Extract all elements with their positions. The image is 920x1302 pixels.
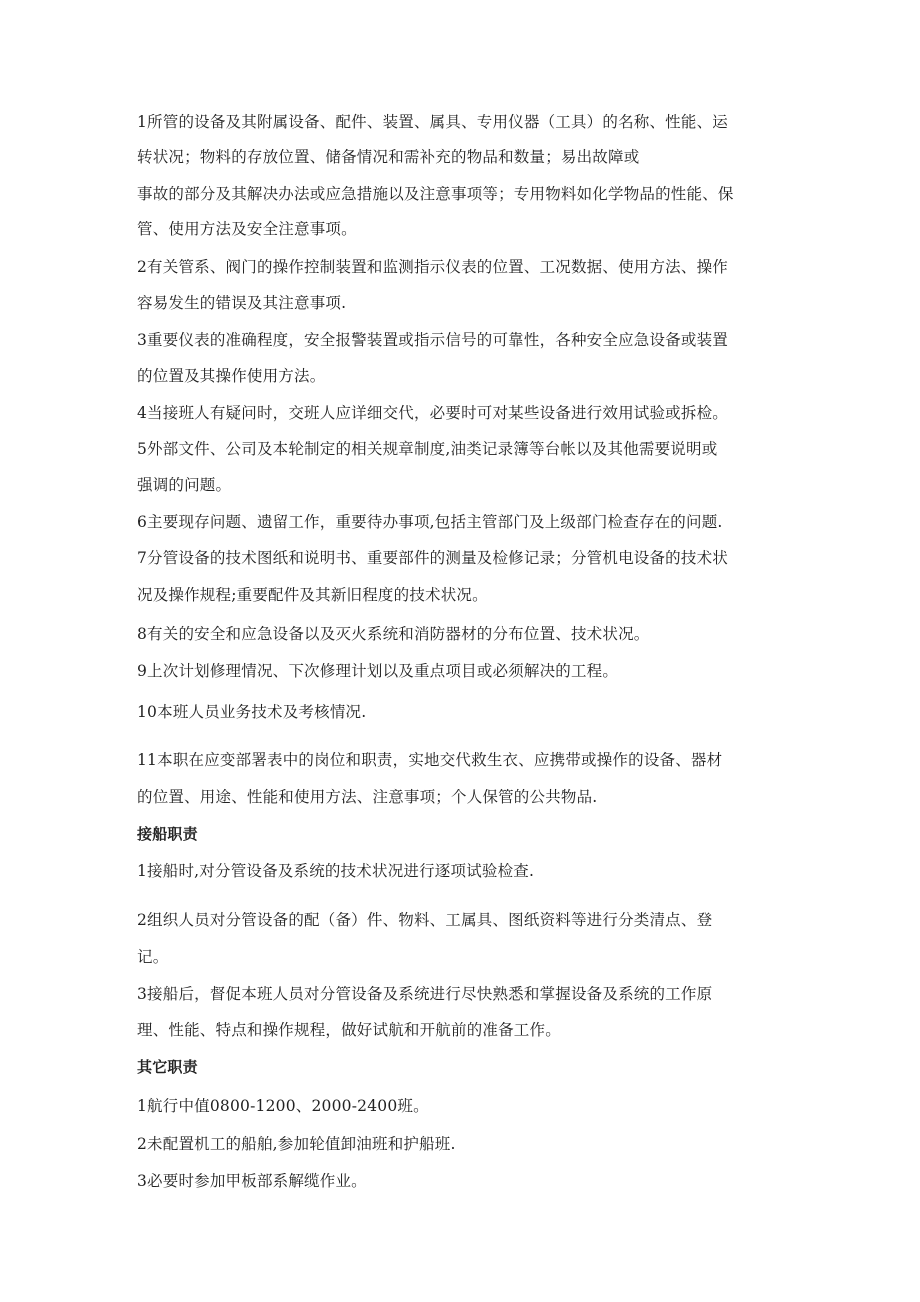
text-line: 2组织人员对分管设备的配（备）件、物料、工属具、图纸资料等进行分类清点、登: [137, 911, 713, 929]
text-line: 3重要仪表的准确程度，安全报警装置或指示信号的可靠性，各种安全应急设备或装置: [137, 331, 728, 349]
text-line: 3接船后，督促本班人员对分管设备及系统进行尽快熟悉和掌握设备及系统的工作原: [137, 985, 713, 1003]
text-line: 4当接班人有疑问时，交班人应详细交代，必要时可对某些设备进行效用试验或拆检。: [137, 404, 728, 422]
text-line: 1所管的设备及其附属设备、配件、装置、属具、专用仪器（工具）的名称、性能、运: [137, 113, 728, 131]
text-line: 1接船时,对分管设备及系统的技术状况进行逐项试验检查.: [137, 862, 535, 880]
text-line: 转状况；物料的存放位置、储备情况和需补充的物品和数量；易出故障或: [137, 148, 640, 166]
section-heading-other-duties: 其它职责: [137, 1058, 198, 1076]
text-line: 容易发生的错误及其注意事项.: [137, 294, 347, 312]
text-line: 记。: [137, 948, 169, 966]
text-line: 9上次计划修理情况、下次修理计划以及重点项目或必须解决的工程。: [137, 662, 619, 680]
text-line: 6主要现存问题、遗留工作，重要待办事项,包括主管部门及上级部门检查存在的问题.: [137, 513, 723, 531]
text-line: 2未配置机工的船舶,参加轮值卸油班和护船班.: [137, 1135, 456, 1153]
text-line: 5外部文件、公司及本轮制定的相关规章制度,油类记录簿等台帐以及其他需要说明或: [137, 440, 718, 458]
text-line: 强调的问题。: [137, 476, 232, 494]
text-line: 况及操作规程;重要配件及其新旧程度的技术状况。: [137, 586, 488, 604]
text-line: 11本职在应变部署表中的岗位和职责，实地交代救生衣、应携带或操作的设备、器材: [137, 751, 723, 769]
text-line: 的位置、用途、性能和使用方法、注意事项；个人保管的公共物品.: [137, 788, 598, 806]
text-line: 管、使用方法及安全注意事项。: [137, 220, 357, 238]
text-line: 7分管设备的技术图纸和说明书、重要部件的测量及检修记录；分管机电设备的技术状: [137, 549, 728, 567]
text-line: 理、性能、特点和操作规程，做好试航和开航前的准备工作。: [137, 1021, 561, 1039]
text-line: 1航行中值0800-1200、2000-2400班。: [137, 1097, 429, 1115]
text-line: 事故的部分及其解决办法或应急措施以及注意事项等；专用物料如化学物品的性能、保: [137, 185, 734, 203]
text-line: 3必要时参加甲板部系解缆作业。: [137, 1172, 367, 1190]
text-line: 2有关管系、阀门的操作控制装置和监测指示仪表的位置、工况数据、使用方法、操作: [137, 258, 728, 276]
text-line: 10本班人员业务技术及考核情况.: [137, 703, 367, 721]
section-heading-ship-takeover: 接船职责: [137, 825, 198, 843]
text-line: 8有关的安全和应急设备以及灭火系统和消防器材的分布位置、技术状况。: [137, 625, 650, 643]
text-line: 的位置及其操作使用方法。: [137, 367, 326, 385]
